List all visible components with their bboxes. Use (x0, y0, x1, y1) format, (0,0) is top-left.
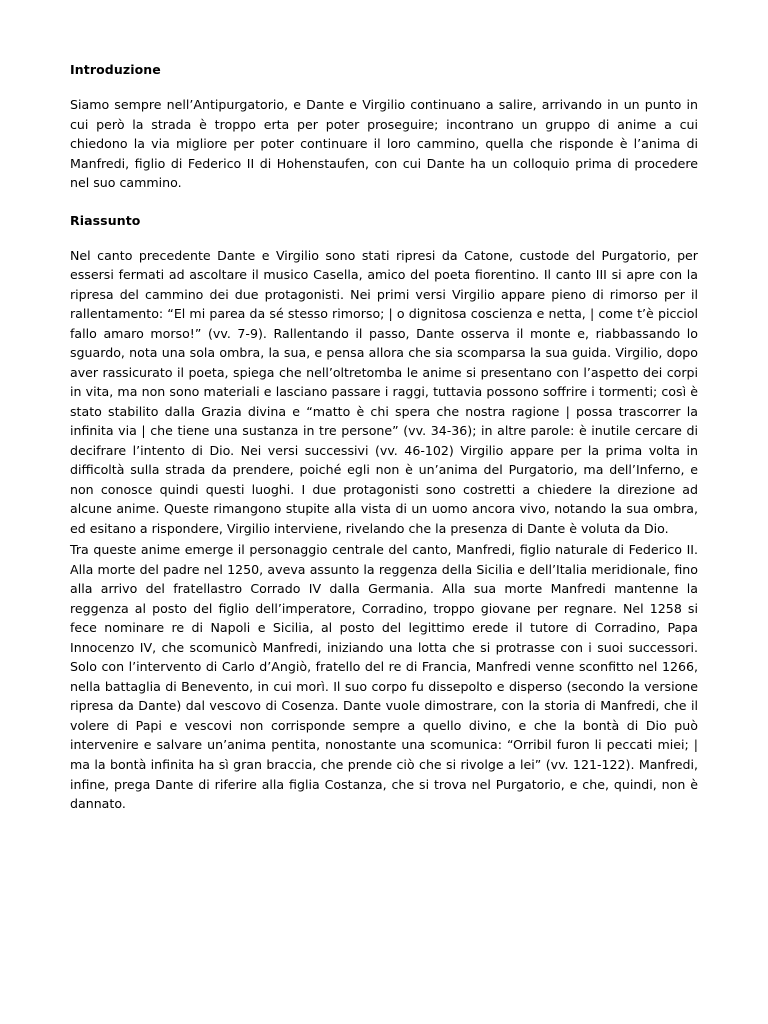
section-heading-riassunto: Riassunto (70, 212, 141, 228)
spacer (70, 228, 698, 246)
spacer (70, 77, 698, 95)
document-body (70, 62, 698, 814)
paragraph-riassunto-1: Nel canto precedente Dante e Virgilio sono stati ripresi da Catone, custode del Purgatorio, per essersi fermati ad ascoltare il musico Casella, amico del poeta fiorentino. Il canto III si apre con la ripresa del cammino dei due protagonisti. Nei primi versi Virgilio appare pieno di rimorso per il rallentamento: “El mi parea da sé stesso rimorso; | o dignitosa coscienza e netta, | come t’è picciol fallo amaro morso!” (vv. 7-9). Rallentando il passo, Dante osserva il monte e, riabbassando lo sguardo, nota una sola ombra, la sua, e pensa allora che sia scomparsa la sua guida. Virgilio, dopo aver rassicurato il poeta, spiega che nell’oltretomba le anime si presentano con l’aspetto dei corpi in vita, ma non sono materiali e lasciano passare i raggi, tuttavia possono soffrire i tormenti; così è stato stabilito dalla Grazia divina e “matto è chi spera che nostra ragione | possa trascorrer la infinita via | che tiene una sustanza in tre persone” (vv. 34-36); in altre parole: è inutile cercare di decifrare l’intento di Dio. Nei versi successivi (vv. 46-102) Virgilio appare per la prima volta in difficoltà sulla strada da prendere, poiché egli non è un’anima del Purgatorio, ma dell’Inferno, e non conosce quindi questi luoghi. I due protagonisti sono costretti a chiedere la direzione ad alcune anime. Queste rimangono stupite alla vista di un uomo ancora vivo, notando la sua ombra, ed esitano a rispondere, Virgilio interviene, rivelando che la presenza di Dante è voluta da Dio. (70, 247, 698, 536)
paragraph-introduzione-1: Siamo sempre nell’Antipurgatorio, e Dante e Virgilio continuano a salire, arrivando in un punto in cui però la strada è troppo erta per poter proseguire; incontrano un gruppo di anime a cui chiedono la via migliore per poter continuare il loro cammino, quella che risponde è l’anima di Manfredi, figlio di Federico II di Hohenstaufen, con cui Dante ha un colloquio prima di procedere nel suo cammino. (70, 97, 698, 191)
section-heading-introduzione: Introduzione (70, 62, 161, 77)
spacer (70, 193, 698, 213)
paragraph-riassunto-2: Tra queste anime emerge il personaggio centrale del canto, Manfredi, figlio naturale di Federico II. Alla morte del padre nel 1250, aveva assunto la reggenza della Sicilia e dell’Italia meridionale, fino alla arrivo del fratellastro Corrado IV dalla Germania. Alla sua morte Manfredi mantenne la reggenza al posto del figlio dell’imperatore, Corradino, troppo giovane per regnare. Nel 1258 si fece nominare re di Napoli e Sicilia, al posto del legittimo erede il tutore di Corradino, Papa Innocenzo IV, che scomunicò Manfredi, iniziando una lotta che si protrasse con i suoi successori. Solo con l’intervento di Carlo d’Angiò, fratello del re di Francia, Manfredi venne sconfitto nel 1266, nella battaglia di Benevento, in cui morì. Il suo corpo fu dissepolto e disperso (secondo la versione ripresa da Dante) dal vescovo di Cosenza. Dante vuole dimostrare, con la storia di Manfredi, che il volere di Papi e vescovi non corrisponde sempre a quello divino, e che la bontà di Dio può intervenire e salvare un’anima pentita, nonostante una scomunica: “Orribil furon li peccati miei; | ma la bontà infinita ha sì gran braccia, che prende ciò che si rivolge a lei” (vv. 121-122). Manfredi, infine, prega Dante di riferire alla figlia Costanza, che si trova nel Purgatorio, e che, quindi, non è dannato. (70, 542, 698, 812)
